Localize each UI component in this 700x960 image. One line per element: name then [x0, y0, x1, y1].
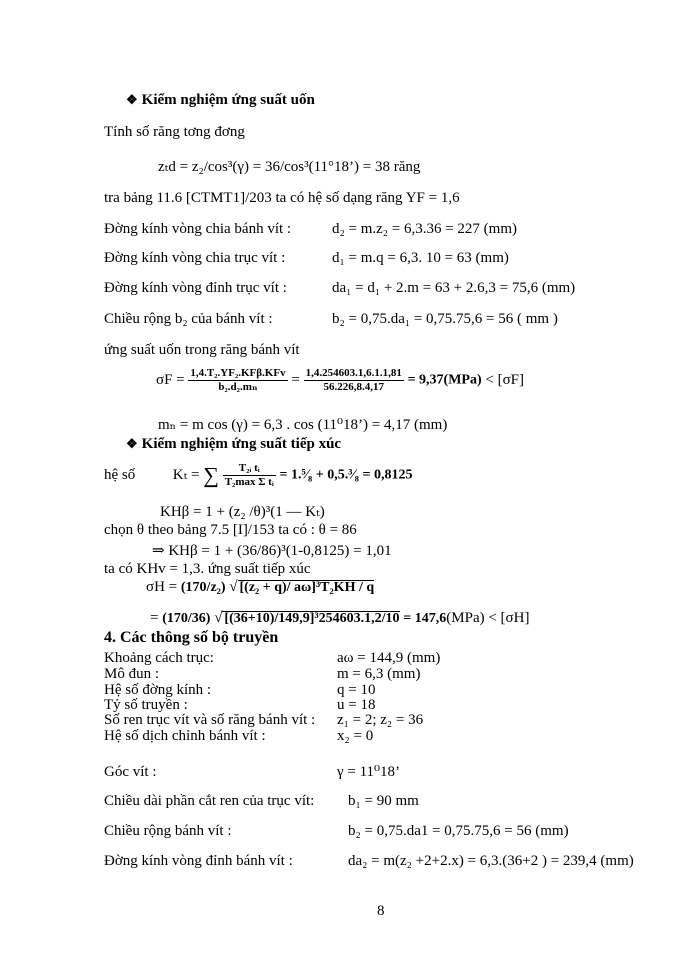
text-tra-bang: tra bảng 11.6 [CTMT1]/203 ta có hệ số dạng răng YF = 1,6	[104, 190, 460, 206]
formula-kt	[104, 463, 412, 488]
sigma-h2-tail: (MPa) < [σH]	[446, 610, 530, 626]
sigma-h-a: (170/z₂)	[180, 580, 226, 595]
sigma-f-lhs: σF =	[156, 372, 185, 388]
heading-thong-so: 4. Các thông số bộ truyền	[104, 629, 279, 646]
text-ung-suat-uon: ứng suất uốn trong răng bánh vít	[104, 342, 300, 358]
row-label: Đờng kính vòng chia bánh vít :	[104, 221, 292, 237]
param-label: Số ren trục vít và số răng bánh vít :	[104, 712, 316, 728]
param-label: Khoảng cách trục:	[104, 650, 214, 666]
param-label: Hệ số đờng kính :	[104, 682, 212, 698]
kt-rhs: = 1.⁵⁄₈ + 0,5.³⁄₈ = 0,8125	[279, 467, 413, 483]
fraction-num: 1,4.T₂.YF₂.KFβ.KFv	[190, 367, 286, 379]
row-value: d₁ = m.q = 6,3. 10 = 63 (mm)	[332, 250, 509, 266]
kt-lhs: Kₜ =	[172, 467, 200, 483]
row-value: d₂ = m.z₂ = 6,3.36 = 227 (mm)	[332, 221, 517, 237]
fraction-kt	[223, 463, 276, 488]
fraction-den: 56.226,8.4,17	[323, 381, 384, 393]
sigma-h-lhs: σH =	[146, 579, 178, 595]
sqrt-sign: √	[214, 610, 223, 626]
fraction-num: T₂ᵢ tᵢ	[223, 463, 276, 476]
row-label: Chiều rộng b₂ của bánh vít :	[104, 311, 273, 327]
formula-sigma-f: σF = $\frac{\text{1,4.T₂.YF₂.KFβ.KFv}}{\text{b₂.d₂.mₙ}}$ = $\frac{1,4.254603.1,6.1.1,81}{56.226,8.4,17}$ = 9,37(MPa) < [σF]	[156, 367, 525, 393]
heading-uon: ❖ Kiểm nghiệm ứng suất uốn	[126, 92, 315, 108]
param-value: m = 6,3 (mm)	[337, 666, 421, 682]
formula-khb: KHβ = 1 + (z₂ /θ)³(1 — Kₜ)	[160, 504, 325, 520]
sigma-h2-result: = 147,6	[403, 611, 447, 626]
fraction-den: b₂.d₂.mₙ	[218, 381, 258, 393]
text-khv: ta có KHv = 1,3. ứng suất tiếp xúc	[104, 561, 311, 577]
fraction-num: 1,4.254603.1,6.1.1,81	[305, 367, 402, 379]
param-label: Mô đun :	[104, 666, 160, 682]
formula-mn: mₙ = m cos (γ) = 6,3 . cos (11⁰18’) = 4,17 (mm)	[158, 417, 448, 433]
page-number: 8	[377, 903, 385, 919]
he-so-label: hệ số	[104, 467, 136, 483]
param-value: b₁ = 90 mm	[348, 793, 419, 809]
param-label: Góc vít :	[104, 764, 157, 780]
row-label: Đờng kính vòng đỉnh trục vít :	[104, 280, 287, 296]
text-chon-theta: chọn θ theo bảng 7.5 [I]/153 ta có : θ = 86	[104, 522, 357, 538]
param-label: Tỷ số truyền :	[104, 697, 188, 713]
sigma-h-sqrt: [(z₂ + q)/ aω]³T₂KH / q	[239, 580, 375, 595]
row-value: da₁ = d₁ + 2.m = 63 + 2.6,3 = 75,6 (mm)	[332, 280, 576, 296]
formula-sigma-h2	[150, 611, 529, 626]
param-label: Đờng kính vòng đỉnh bánh vít :	[104, 853, 293, 869]
param-value: γ = 11⁰18’	[337, 764, 401, 780]
param-value: aω = 144,9 (mm)	[337, 650, 441, 666]
sigma-f-result: = 9,37(MPa)	[407, 372, 482, 388]
sigma-h2-a: (170/36)	[162, 611, 211, 626]
param-value: x₂ = 0	[337, 728, 374, 744]
sqrt-sign: √	[229, 579, 238, 595]
sum-sign: ∑	[203, 462, 219, 488]
text-tinh-so-rang: Tính số răng tơng đơng	[104, 124, 245, 140]
sigma-h2-sqrt: [(36+10)/149,9]³254603.1,2/10	[224, 611, 400, 626]
param-label: Hệ số dịch chỉnh bánh vít :	[104, 728, 266, 744]
diamond-bullet-icon: ❖	[126, 436, 138, 451]
param-value: u = 18	[337, 697, 376, 713]
fraction-general	[188, 368, 287, 393]
param-value: b₂ = 0,75.da1 = 0,75.75,6 = 56 (mm)	[348, 823, 569, 839]
row-label: Đờng kính vòng chia trục vít :	[104, 250, 286, 266]
formula-ztd: zₜd = z₂/cos³(γ) = 36/cos³(11°18’) = 38 răng	[158, 159, 421, 175]
param-value: z₁ = 2; z₂ = 36	[337, 712, 424, 728]
fraction-den: T₂max Σ tᵢ	[224, 476, 274, 488]
sigma-f-tail: < [σF]	[485, 372, 525, 388]
diamond-bullet-icon: ❖	[126, 92, 138, 107]
param-value: da₂ = m(z₂ +2+2.x) = 6,3.(36+2 ) = 239,4 (mm)	[348, 853, 634, 869]
formula-sigma-h1	[146, 580, 374, 595]
param-label: Chiều dài phần cắt ren của trục vít:	[104, 793, 315, 809]
param-label: Chiều rộng bánh vít :	[104, 823, 232, 839]
param-value: q = 10	[337, 682, 376, 698]
formula-khb2: ⇒ KHβ = 1 + (36/86)³(1-0,8125) = 1,01	[152, 543, 392, 559]
fraction-numeric	[304, 368, 404, 393]
row-value: b₂ = 0,75.da₁ = 0,75.75,6 = 56 ( mm )	[332, 311, 558, 327]
sigma-h2-lhs: =	[150, 610, 159, 626]
heading-tiep-xuc: ❖ Kiểm nghiệm ứng suất tiếp xúc	[126, 436, 342, 452]
